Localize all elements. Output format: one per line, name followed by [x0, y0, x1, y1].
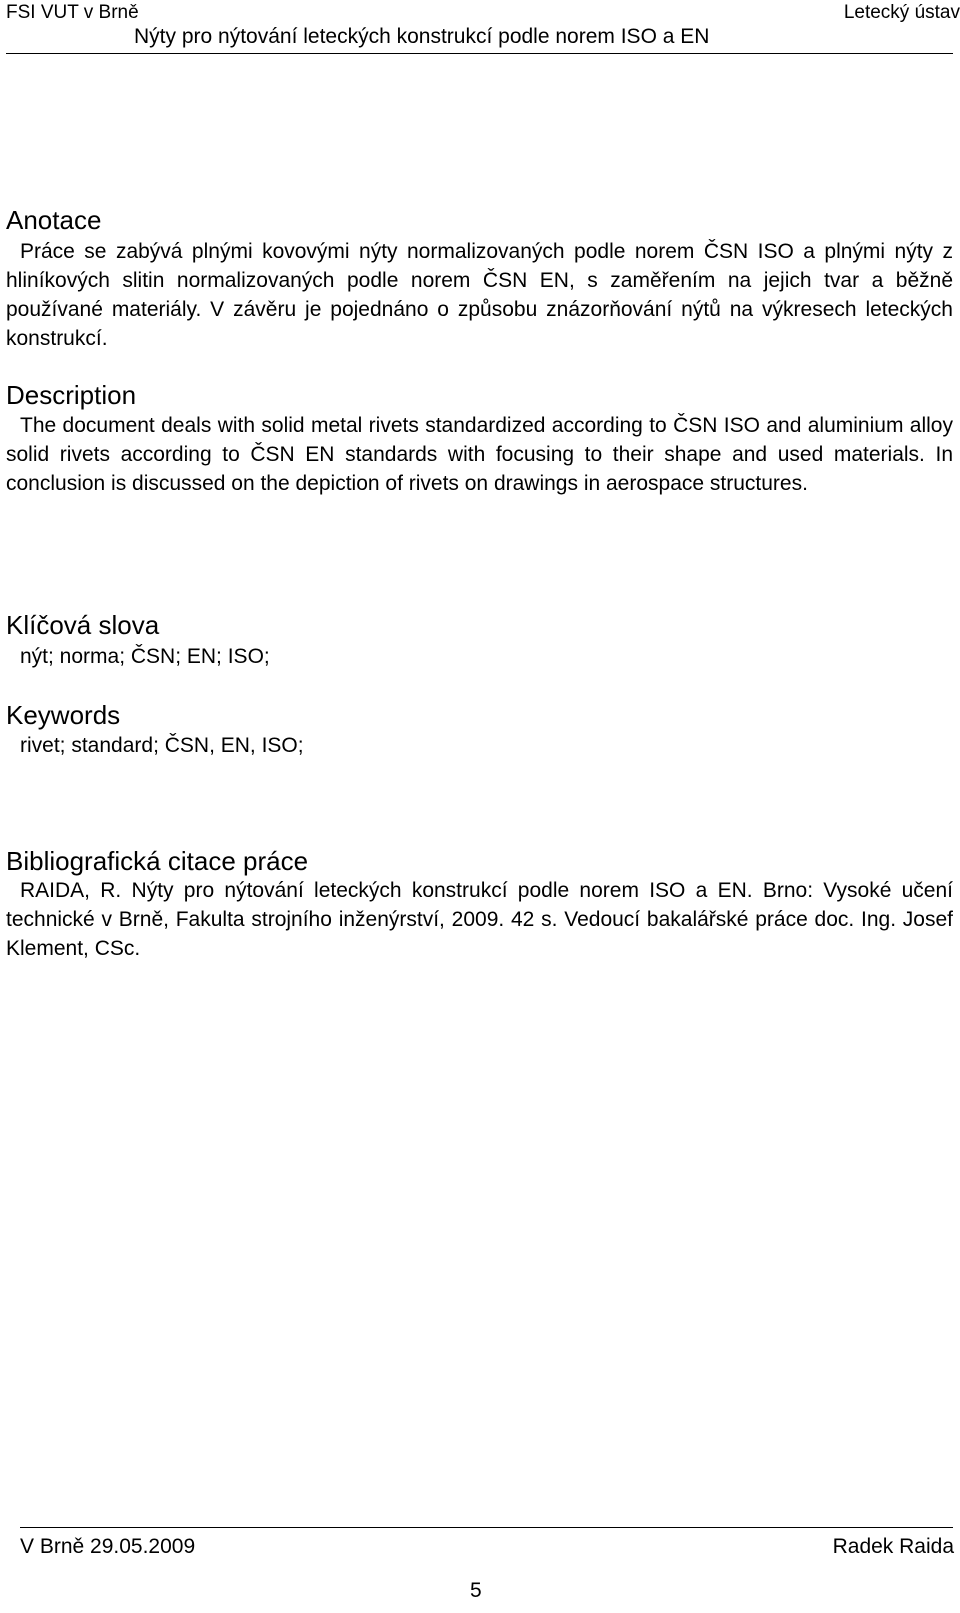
klicova-slova-heading: Klíčová slova — [6, 610, 160, 640]
citace-text: RAIDA, R. Nýty pro nýtování leteckých konstrukcí podle norem ISO a EN. Brno: Vysoké učení technické v Brně, Fakulta strojního inženýrství, 2009. 42 s. Vedoucí bakalářské práce doc. Ing. Josef Klement, CSc. — [6, 879, 953, 960]
description-heading: Description — [6, 380, 137, 410]
citace-heading: Bibliografická citace práce — [6, 846, 309, 876]
header-document-title: Nýty pro nýtování leteckých konstrukcí podle norem ISO a EN — [134, 25, 710, 48]
header-institution: FSI VUT v Brně — [6, 2, 139, 23]
description-text: The document deals with solid metal rivets standardized according to ČSN ISO and aluminium alloy solid rivets according to ČSN EN standards with focusing to their shape and used materials. In conclusion is discussed on the depiction of rivets on drawings in aerospace structures. — [6, 414, 953, 495]
page-number: 5 — [470, 1579, 482, 1602]
keywords-text: rivet; standard; ČSN, EN, ISO; — [20, 734, 304, 757]
keywords-heading: Keywords — [6, 700, 121, 730]
header-department: Letecký ústav — [843, 2, 960, 23]
anotace-text: Práce se zabývá plnými kovovými nýty normalizovaných podle norem ČSN ISO a plnými nýty z hliníkových slitin normalizovaných podle norem ČSN EN, s zaměřením na jejich tvar a běžně používané materiály. V závěru je pojednáno o způsobu znázorňování nýtů na výkresech leteckých konstrukcí. — [6, 240, 953, 350]
klicova-slova-text: nýt; norma; ČSN; EN; ISO; — [20, 645, 270, 668]
footer-place-date: V Brně 29.05.2009 — [20, 1535, 196, 1558]
footer-divider — [20, 1527, 953, 1528]
footer-author: Radek Raida — [832, 1535, 954, 1558]
anotace-heading: Anotace — [6, 205, 102, 235]
header-divider — [6, 53, 953, 54]
